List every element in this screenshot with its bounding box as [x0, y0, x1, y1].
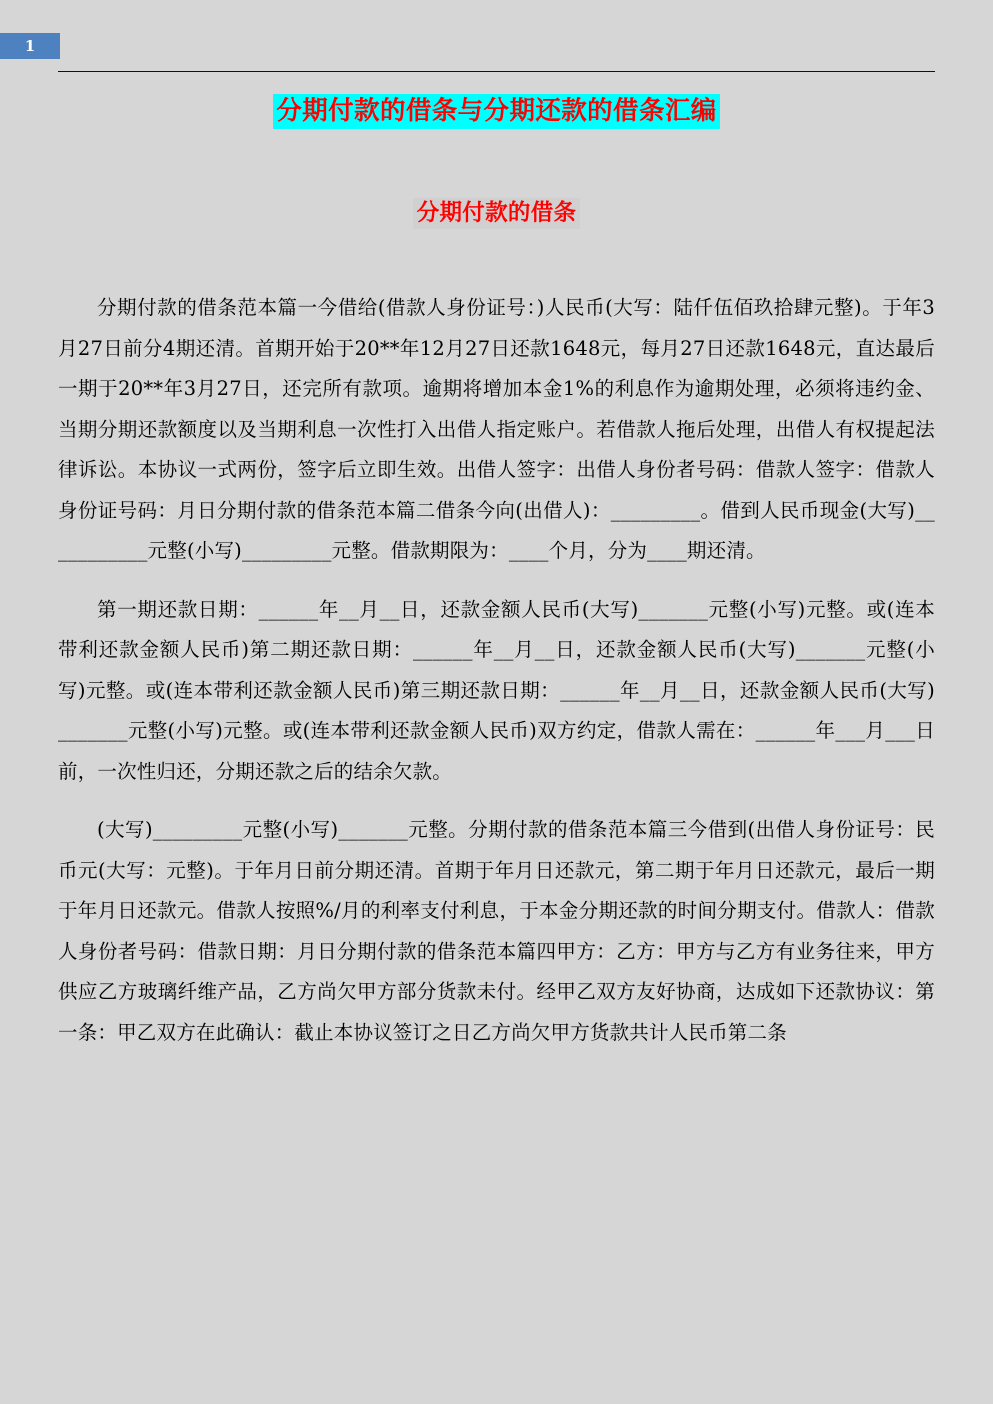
document-title-text: 分期付款的借条与分期还款的借条汇编 — [273, 94, 719, 129]
subtitle-spacer — [58, 230, 935, 288]
body-paragraph: (大写)_________元整(小写)_______元整。分期付款的借条范本篇三今借到(出借人身份证号：民币元(大写：元整)。于年月日前分期还清。首期于年月日还款元，第二期于年月日还款元，最后一期于年月日还款元。借款人按照%/月的利率支付利息，于本金分期还款的时间分期支付。借款人：借款人身份者号码：借款日期：月日分期付款的借条范本篇四甲方：乙方：甲方与乙方有业务往来，甲方供应乙方玻璃纤维产品，乙方尚欠甲方部分货款未付。经甲乙双方友好协商，达成如下还款协议：第一条：甲乙双方在此确认：截止本协议签订之日乙方尚欠甲方货款共计人民币第二条 — [58, 818, 935, 1044]
document-title — [58, 92, 935, 130]
document-subtitle — [58, 196, 935, 230]
page-number-badge: 1 — [0, 33, 60, 59]
header-rule — [58, 71, 935, 72]
document-content — [58, 92, 935, 1053]
document-subtitle-text: 分期付款的借条 — [413, 198, 581, 229]
title-spacer — [58, 130, 935, 196]
body-paragraph: 分期付款的借条范本篇一今借给(借款人身份证号：)人民币(大写：陆仟伍佰玖拾肆元整)。于年3月27日前分4期还清。首期开始于20**年12月27日还款1648元，每月27日还款1648元，直达最后一期于20**年3月27日，还完所有款项。逾期将增加本金1%的利息作为逾期处理，必须将违约金、当期分期还款额度以及当期利息一次性打入出借人指定账户。若借款人拖后处理，出借人有权提起法律诉讼。本协议一式两份，签字后立即生效。出借人签字：出借人身份者号码：借款人签字：借款人身份证号码：月日分期付款的借条范本篇二借条今向(出借人)：_________。借到人民币现金(大写)___________元整(小写)_________元整。借款期限为：____个月，分为____期还清。 — [58, 296, 935, 562]
body-paragraph: 第一期还款日期：______年__月__日，还款金额人民币(大写)_______元整(小写)元整。或(连本带利还款金额人民币)第二期还款日期：______年__月__日，还款金额人民币(大写)_______元整(小写)元整。或(连本带利还款金额人民币)第三期还款日期：______年__月__日，还款金额人民币(大写)_______元整(小写)元整。或(连本带利还款金额人民币)双方约定，借款人需在：______年___月___日前，一次性归还，分期还款之后的结余欠款。 — [58, 597, 935, 783]
